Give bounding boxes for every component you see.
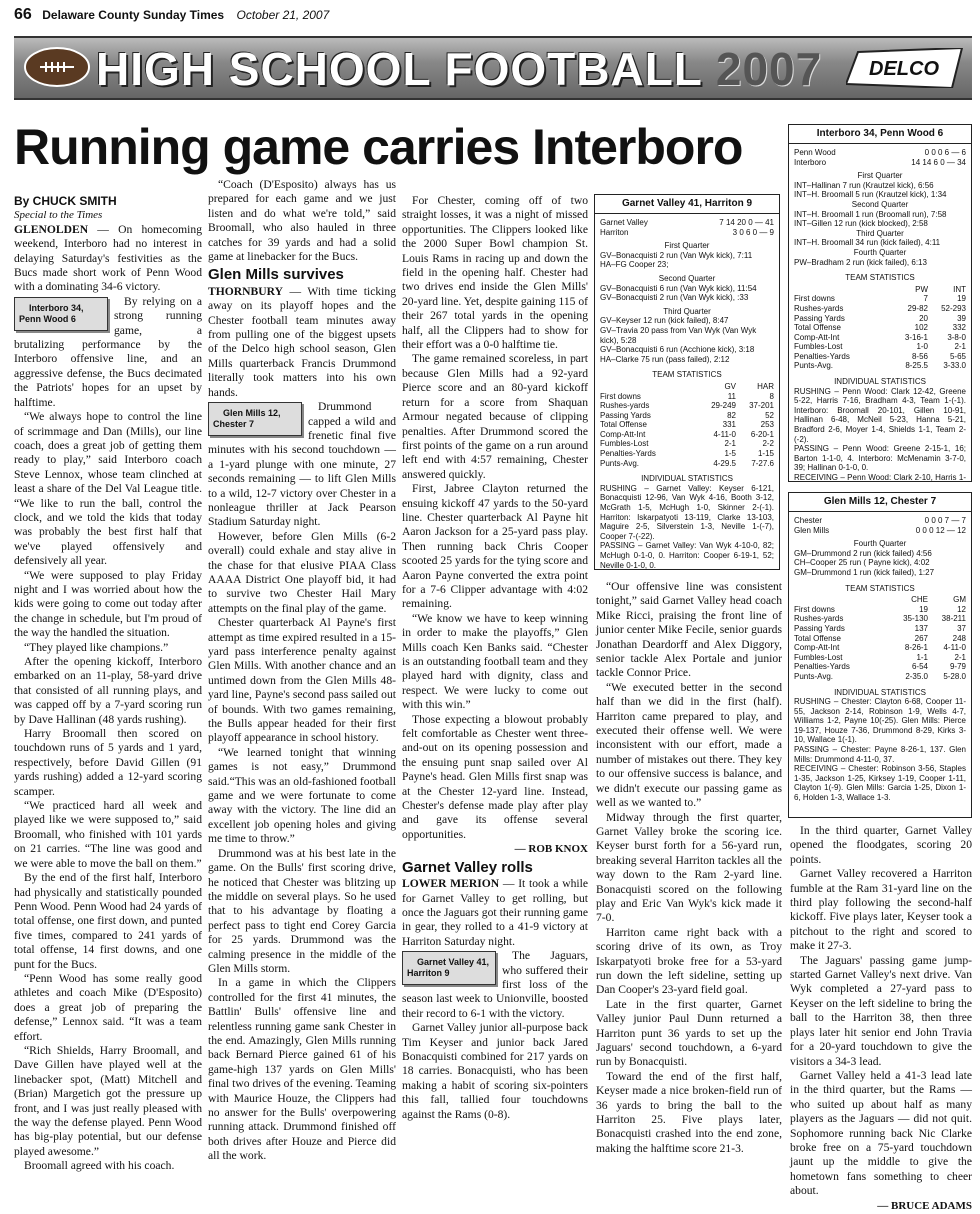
signature-bruce-adams: — BRUCE ADAMS (877, 1199, 972, 1212)
stat-row: Total Offense 267 248 (794, 633, 966, 643)
subhead-garnet-valley: Garnet Valley rolls (402, 858, 533, 876)
scoring-play: GV–Travia 20 pass from Van Wyk (Van Wyk kick), 5:28 (600, 325, 757, 345)
story2-p4: Chester quarterback Al Payne's first attempt as time expired resulted in a 15-yard pass interference penalty against Glen Mills. With another chance and an untimed down from the Glen Mills 48-yard line, Payne's second pass sailed out of bounds. With two games remaining, the Bulls appear headed for their first playoff appearance in school history. (208, 616, 396, 745)
story3-p8: Late in the first quarter, Garnet Valley junior Paul Dunn returned a Harriton punt 36 yards to set up the Jaguars' second touchdown, a 6-yard run by Bonacquisti. (596, 997, 782, 1069)
story1-p5: “They played like champions.” (24, 640, 169, 654)
stat-row: Punts-Avg. 4-29.5 7-27.6 (600, 458, 774, 468)
story2-p6: Drummond was at his best late in the game. On the Bulls' first scoring drive, he noticed that Chester was blitzing up the middle on several plays. So he used that to his advantage by floating a perfect pass to tight end Corey Garcia for 25 yards. Drummond was the calming presence in the middle of the Glen Mills storm. (208, 846, 396, 975)
quarter-heading: First Quarter (664, 241, 710, 251)
stat-row: Penalties-Yards 6-54 9-79 (794, 662, 966, 672)
story3-p1: LOWER MERION — It took a while for Garnet Valley to get rolling, but once the Jaguars got their running game in gear, they rolled to a 41-9 victory at Harriton Saturday night. (402, 877, 588, 948)
signature-rob-knox: — ROB KNOX (514, 843, 588, 856)
linescore-row: Penn Wood 0 0 0 6 — 6 (794, 148, 966, 157)
page-number: 66 (14, 6, 32, 23)
scoring-play: HA–Clarke 75 run (pass failed), 2:12 (600, 354, 730, 364)
scoring-play: GV–Keyser 12 run (kick failed), 8:47 (600, 316, 729, 326)
stat-header: PW INT (915, 284, 966, 294)
scoring-play: INT–H. Broomall 1 run (Broomall run), 7:58 (794, 209, 947, 219)
story1-p11: “Rich Shields, Harry Broomall, and Dave Gillen have played well at the linebacker spot, (Matt) Mitchell and (Brian) Margetich got the pressure up front, and I was just really pleased with the way the defense played. Penn Wood has big-play potential, but our defense played awesome.” (14, 1043, 202, 1158)
linescore-row: Garnet Valley 7 14 20 0 — 41 (600, 218, 774, 227)
story1-p13: “Coach (D'Esposito) always has us prepared for each game and we just listen and do what we're told,” said Broomall, who also hauled in three catches for 39 yards and had a solid game at linebacker for the Bucs. (208, 178, 396, 264)
boxscore-title: Interboro 34, Penn Wood 6 (789, 125, 971, 144)
quarter-heading: Fourth Quarter (853, 247, 907, 257)
story1-dateline: GLENOLDEN (14, 222, 89, 236)
stat-row: Fumbles-Lost 2-1 2-2 (600, 439, 774, 449)
story1-p6: After the opening kickoff, Interboro embarked on an 11-play, 58-yard drive that consisted of all running plays, and was capped off by a 7-yard scoring run by Dave Hallinan (48 yards rushing). (14, 655, 202, 726)
story2-p3: However, before Glen Mills (6-2 overall) could exhale and stay alive in the chase for that elusive PIAA Class AAAA District One playoff bid, it had to survive two Chester Hail Mary attempts on the final play of the game. (208, 529, 396, 615)
individual-stats-heading: INDIVIDUAL STATISTICS (641, 474, 733, 484)
stat-row: Total Offense 331 253 (600, 420, 774, 430)
team-stats-table (794, 285, 966, 371)
story1-p8: “We practiced hard all week and played like we were supposed to,” said Broomall, who finished with 101 yards on 21 carries. “The line was good and we were able to move the ball on them.” (14, 799, 202, 870)
delco-badge-text: DELCO (869, 58, 939, 80)
stat-row: Punts-Avg. 2-35.0 5-28.0 (794, 671, 966, 681)
story3-p2: Garnet Valley 41, Harriton 9 The Jaguars, who suffered their first loss of the season last week to Unionville, boosted their record to 6-1 with the victory. (402, 949, 588, 1020)
stat-row: First downs 11 8 (600, 391, 774, 401)
team-stats-heading: TEAM STATISTICS (845, 273, 915, 283)
subhead-glen-mills: Glen Mills survives (208, 266, 344, 284)
stat-row: Passing Yards 82 52 (600, 410, 774, 420)
story3-p12: The Jaguars' passing game jump-started Garnet Valley's next drive. Van Wyk completed a 27-yard pass to Keyser on the left sideline to bring the ball to the Harriton 38, then three plays later hit senior end John Travia for a 20-yard touchdown to give the visitors a 34-3 lead. (790, 953, 972, 1068)
stat-row: Punts-Avg. 8-25.5 3-33.0 (794, 361, 966, 371)
story-col3 (402, 194, 588, 1122)
individual-stats-rushing: RUSHING – Chester: Clayton 6-68, Cooper 11-55, Jackson 2-14, Robinson 1-9, Wells 4-7, Williams 1-2, Payne 10(-25). Glen Mills: Pierce 19-137, Houze 7-36, Drummond 8-29, Kirks 3-10, Wallace 1(-1). (794, 697, 966, 745)
delco-badge (846, 48, 964, 88)
story1-p9: By the end of the first half, Interboro had physically and statistically pounded Penn Wood. Penn Wood had 24 yards of total offense, one first down, and punted five times, compared to 241 yards of total offense, 14 first downs, and one punt for the Bucs. (14, 871, 202, 971)
stat-row: Comp-Att-Int 3-16-1 3-8-0 (794, 332, 966, 342)
scoring-play: GV–Bonacquisti 2 run (Van Wyk kick), 7:11 (600, 250, 753, 260)
stat-row: Penalties-Yards 8-56 5-65 (794, 351, 966, 361)
story1-p3: “We always hope to control the line of scrimmage and Dan (Mills), our line coach, does a great job of getting them ready to play,” said Interboro coach Steve Lennox, whose team clinched at least a share of the Del Val League title. “We like to run the ball, control the clock, and we told the kids that today was probably the best first half that we've played offensively and defensively all year. (14, 410, 202, 568)
stat-row: First downs 7 19 (794, 294, 966, 304)
scoring-play: HA–FG Cooper 23; (600, 260, 669, 270)
story3-p10: In the third quarter, Garnet Valley opened the floodgates, scoring 20 points. (790, 824, 972, 866)
story2-p10: First, Jabree Clayton returned the ensuing kickoff 47 yards to the 50-yard line. Chester quarterback Al Payne hit Aaron Jackson for a 25-yard pass play. Then running back Chris Cooper scooted 25 yards for the tying score and Aaron Payne converted the extra point for a 7-6 Clipper advantage with 4:02 remaining. (402, 482, 588, 611)
individual-stats-receiving: RECEIVING – Chester: Robinson 3-56, Staples 1-35, Jackson 1-25, Kirksey 1-19, Cooper 1-11, Clayton 1(-9). Glen Mills: Garcia 1-25, Dixon 1-6, Holden 1-3, Wallace 1-3. (794, 764, 966, 803)
quarter-heading: Second Quarter (851, 199, 909, 209)
byline-sub: Special to the Times (14, 209, 103, 222)
scoring-play: INT–Gillen 12 run (kick blocked), 2:58 (794, 219, 928, 229)
stat-row: Comp-Att-Int 4-11-0 6-20-1 (600, 429, 774, 439)
boxscore-title: Glen Mills 12, Chester 7 (789, 493, 971, 512)
story2-p11: “We know we have to keep winning in order to make the playoffs,” Glen Mills coach Ken Banks said. “Chester is an outstanding football team and they played hard with dignity, class and respect. We were lucky to come out with this win.” (402, 611, 588, 712)
individual-stats-passing: PASSING – Penn Wood: Greene 2-15-1, 16; Barton 1-1-0, 4. Interboro: McMenamin 3-7-0, 39; Hallinan 0-1-0, 0. (794, 444, 966, 473)
boxscore-title: Garnet Valley 41, Harriton 9 (595, 195, 779, 214)
story-col4 (596, 580, 782, 1156)
story3-p11: Garnet Valley recovered a Harriton fumble at the Ram 31-yard line on the third play following the second-half kickoff. Five plays later, Keyser took a pitchout to the right and scored to make it 27-3. (790, 867, 972, 953)
linescore-row: Chester 0 0 0 7 — 7 (794, 516, 966, 525)
quarter-heading: Fourth Quarter (853, 539, 907, 549)
stat-row: Passing Yards 20 39 (794, 313, 966, 323)
story2-dateline: THORNBURY (208, 284, 283, 298)
team-stats-table (600, 382, 774, 468)
story1-p7: Harry Broomall then scored on touchdown runs of 5 yards and 1 yard, respectively, before David Gillen (91 yards rushing) added a 12-yard scoring scamper. (14, 727, 202, 798)
score-inbox-interboro: Interboro 34, Penn Wood 6 (14, 297, 108, 331)
individual-stats-rushing: RUSHING – Penn Wood: Clark 12-42, Greene 5-22, Harris 7-16, Bradham 4-3, Team 1-(-1). Interboro: Broomall 20-101, Gillen 10-91, Hallinan 6-48, McNeil 5-23, Hanna 5-21, Bradford 2-6, Moyer 1-4, Shields 1-1, Team 2-(-2). (794, 386, 966, 444)
story-col2 (208, 178, 396, 1164)
stat-row: First downs 19 12 (794, 604, 966, 614)
stat-row: Rushes-yards 29-82 52-293 (794, 303, 966, 313)
scoring-play: INT–H. Broomall 5 run (Krautzel kick), 1:34 (794, 190, 947, 200)
story3-p5: “We executed better in the second half than we did in the first (half). Harriton came prepared to play, and executed their offense well. We were inconsistent with our effort, made a number of mistakes out there. They key to our offensive success is balance, and we didn't execute our passing game as well as we wanted to.” (596, 680, 782, 810)
individual-stats-heading: INDIVIDUAL STATISTICS (834, 377, 926, 387)
stat-row: Fumbles-Lost 1-0 2-1 (794, 342, 966, 352)
scoring-play: GV–Bonacquisti 6 run (Acchione kick), 3:18 (600, 345, 755, 355)
score-inbox-garnet-valley: Garnet Valley 41, Harriton 9 (402, 951, 496, 985)
scoring-play: GM–Drummond 2 run (kick failed) 4:56 (794, 548, 932, 558)
story3-p4: “Our offensive line was consistent tonight,” said Garnet Valley head coach Mike Ricci, praising the front line of junior center Mike Fecile, senior guards Jonathan Deardorff and Alex Diggory, senior tackle Alex Portale and junior tackle Connor Price. (596, 580, 782, 680)
stat-row: Fumbles-Lost 1-1 2-1 (794, 652, 966, 662)
stat-row: Total Offense 102 332 (794, 323, 966, 333)
headline: Running game carries Interboro (14, 119, 743, 175)
story3-p13: Garnet Valley held a 41-3 lead late in the third quarter, but the Rams — who suited up about half as many players as the Jaguars — did not quit. Sophomore running back Nic Clarke broke free on a 75-yard touchdown jaunt up the middle to give the hometown fans something to cheer about. (790, 1068, 972, 1198)
story2-p9: The game remained scoreless, in part because Glen Mills had a 92-yard Pierce score and an 80-yard kickoff return for a score from Shaquan Armour negated because of clipping penalties. After Drummond scored the first points of the game on a run around left end with 4:57 remaining, Chester answered quickly. (402, 352, 588, 481)
quarter-heading: Third Quarter (663, 306, 711, 316)
score-inbox-glen-mills: Glen Mills 12, Chester 7 (208, 402, 302, 436)
football-icon (22, 44, 92, 90)
banner-title-text: HIGH SCHOOL FOOTBALL (96, 43, 703, 95)
quarter-heading: Third Quarter (856, 228, 904, 238)
story3-p6: Midway through the first quarter, Garnet Valley broke the scoring ice. Keyser burst forth for a 56-yard run, breaking several Harriton tackles all the way down to the Ram 2-yard line. Bonacquisti scored on the following play and Eric Van Wyk's kick made it 7-0. (596, 810, 782, 925)
story2-p2: Glen Mills 12, Chester 7 Drummond capped a wild and frenetic final five minutes with his second touchdown — a 1-yard plunge with one minute, 27 seconds remaining — to lift Glen Mills to a wild, 12-7 victory over Chester in a nonleague thriller at Jack Pearson Stadium Saturday night. (208, 400, 396, 529)
story1-p2: Interboro 34, Penn Wood 6 By relying on a strong running game, a brutalizing performance by the Interboro offensive line, and an aggressive defense, the Bucs decimated the Patriots' hopes for an upset by halftime. (14, 294, 202, 409)
story-col5 (790, 824, 972, 1213)
story1-p12: Broomall agreed with his coach. (24, 1159, 175, 1173)
scoring-play: PW–Bradham 2 run (kick failed), 6:13 (794, 257, 927, 267)
stat-header: GV HAR (724, 381, 774, 391)
stat-row: Rushes-yards 35-130 38-211 (794, 614, 966, 624)
story2-p7: In a game in which the Clippers controlled for the first 41 minutes, the Battlin' Bulls' offensive line and relentless running game sank Chester in the end. Amazingly, Glen Mills running back Bernard Pierce gained 61 of his game-high 137 yards on Glen Mills' final two drives of the evening. Teaming with Maurice Houze, the Clippers had no answer for the Bulls' overpowering running attack. Drummond finished off both drives after Houze and Pierce did all the work. (208, 976, 396, 1163)
scoring-play: GV–Bonacquisti 6 run (Van Wyk kick), 11:54 (600, 283, 757, 293)
boxscore-glen-mills (788, 492, 972, 818)
team-stats-table (794, 595, 966, 681)
team-stats-heading: TEAM STATISTICS (652, 370, 722, 380)
story2-p8: For Chester, coming off of two straight losses, it was a night of missed opportunities. The Clippers looked like the 2000 Super Bowl champion St. Louis Rams in racing up and down the field in the opening half. Chester had two drives end inside the Glen Mills' 20-yard line. Yet, despite gaining 115 of their 267 total yards in the opening half, all the Clippers had to show for their effort was a 0-0 halftime tie. (402, 194, 589, 352)
boxscore-garnet-valley (594, 194, 780, 570)
story2-p5: “We learned tonight that winning games is not easy,” Drummond said.“This was an old-fashioned football game and we were fortunate to come away with the victory. The line did an excellent job opening holes and giving me time to throw.” (208, 745, 396, 846)
boxscore-interboro (788, 124, 972, 482)
story1-p10: “Penn Wood has some really good athletes and coach Mike (D'Esposito) does a great job of preparing the defense,” Lennox said. “It was a team effort. (14, 971, 202, 1043)
linescore-row: Harriton 3 0 6 0 — 9 (600, 227, 774, 237)
story3-p7: Harriton came right back with a scoring drive of its own, as Troy Iskarpatyoti broke free for a 53-yard run down the left sideline, setting up Dan Cooper's 23-yard field goal. (596, 925, 782, 997)
banner-year: 2007 (715, 43, 823, 95)
story3-dateline: LOWER MERION (402, 877, 500, 891)
quarter-heading: Second Quarter (658, 273, 716, 283)
stat-row: Comp-Att-Int 8-26-1 4-11-0 (794, 643, 966, 653)
scoring-play: GM–Drummond 1 run (kick failed), 1:27 (794, 567, 935, 577)
publication-name: Delaware County Sunday Times (42, 8, 225, 22)
linescore-row: Interboro 14 14 6 0 — 34 (794, 157, 966, 167)
stat-row: Penalties-Yards 1-5 1-15 (600, 449, 774, 459)
linescore (794, 148, 966, 167)
story3-p3: Garnet Valley junior all-purpose back Tim Keyser and junior back Jared Bonacquisti combined for 217 yards on 18 carries. Bonacquisti, who has been making a habit of scoring six-pointers this fall, tallied four touchdowns against the Rams (0-8). (402, 1021, 588, 1121)
scoring-play: INT–Hallinan 7 run (Krautzel kick), 6:56 (794, 180, 934, 190)
individual-stats-heading: INDIVIDUAL STATISTICS (834, 687, 926, 697)
stat-header: CHE GM (911, 595, 966, 605)
page-header (14, 6, 960, 24)
stat-row: Rushes-yards 29-249 37-201 (600, 401, 774, 411)
byline: By CHUCK SMITH (14, 194, 117, 208)
linescore (600, 218, 774, 237)
linescore-row: Glen Mills 0 0 0 12 — 12 (794, 525, 966, 535)
individual-stats-rushing: RUSHING – Garnet Valley: Keyser 6-121, Bonacquisti 12-96, Van Wyk 4-16, Booth 3-12, McGrath 1-5, McHugh 1-0, Skinner 2-(-1). Harriton: Iskarpatyoti 13-119, Clarke 13-103, Maguire 2-5, Silverstein 1-3, Neville 1-(-7), Cooper 7-(-22). (600, 483, 774, 541)
scoring-play: GV–Bonacquisti 2 run (Van Wyk kick), :33 (600, 293, 749, 303)
story1-p1: GLENOLDEN — On homecoming weekend, Interboro had no interest in delaying Saturday's festivities as the Bucs made short work of Penn Wood with a dominating 34-6 victory. (14, 222, 202, 294)
scoring-play: CH–Cooper 25 run ( Payne kick), 4:02 (794, 558, 930, 568)
stat-row: Passing Yards 137 37 (794, 623, 966, 633)
story2-p1: THORNBURY — With time ticking away on its playoff hopes and the Chester football team minutes away from pulling one of the biggest upsets of the Delco high school season, Glen Mills quarterback Francis Drummond literally took matters into his own hands. (208, 284, 396, 399)
linescore (794, 516, 966, 535)
team-stats-heading: TEAM STATISTICS (845, 583, 915, 593)
individual-stats-receiving: RECEIVING – Penn Wood: Clark 2-10, Harris 1- (794, 473, 966, 482)
banner-title (96, 42, 822, 96)
story2-p12: Those expecting a blowout probably felt comfortable as Chester went three-and-out on its opening possession and the ensuing punt snap sailed over Al Payne's head. Glen Mills first snap was at the Chester 12-yard line. Instead, Chester's defense made play after play and gave its offense several opportunities. (402, 712, 588, 841)
individual-stats-passing: PASSING – Garnet Valley: Van Wyk 4-10-0, 82; McHugh 0-1-0, 0. Harriton: Cooper 6-19-1, 52; Neville 0-1-0, 0. (600, 541, 774, 570)
story1-p4: “We were supposed to play Friday night and I was worried about how the kids were going to come out today after the change in schedule, but I'm proud of the way the handled the situation. (14, 568, 202, 640)
quarter-heading: First Quarter (857, 171, 903, 181)
issue-date: October 21, 2007 (236, 8, 330, 22)
story3-p9: Toward the end of the first half, Keyser made a nice broken-field run of 36 yards to bring the ball to the Harriton 25. Five plays later, Bonacquisti crashed into the end zone, making the halftime score 21-3. (596, 1069, 782, 1155)
scoring-play: INT–H. Broomall 34 run (kick failed), 4:11 (794, 238, 941, 248)
individual-stats-passing: PASSING – Chester: Payne 8-26-1, 137. Glen Mills: Drummond 4-11-0, 37. (794, 745, 966, 764)
section-banner (14, 36, 972, 100)
story-interboro-col1 (14, 194, 202, 1174)
